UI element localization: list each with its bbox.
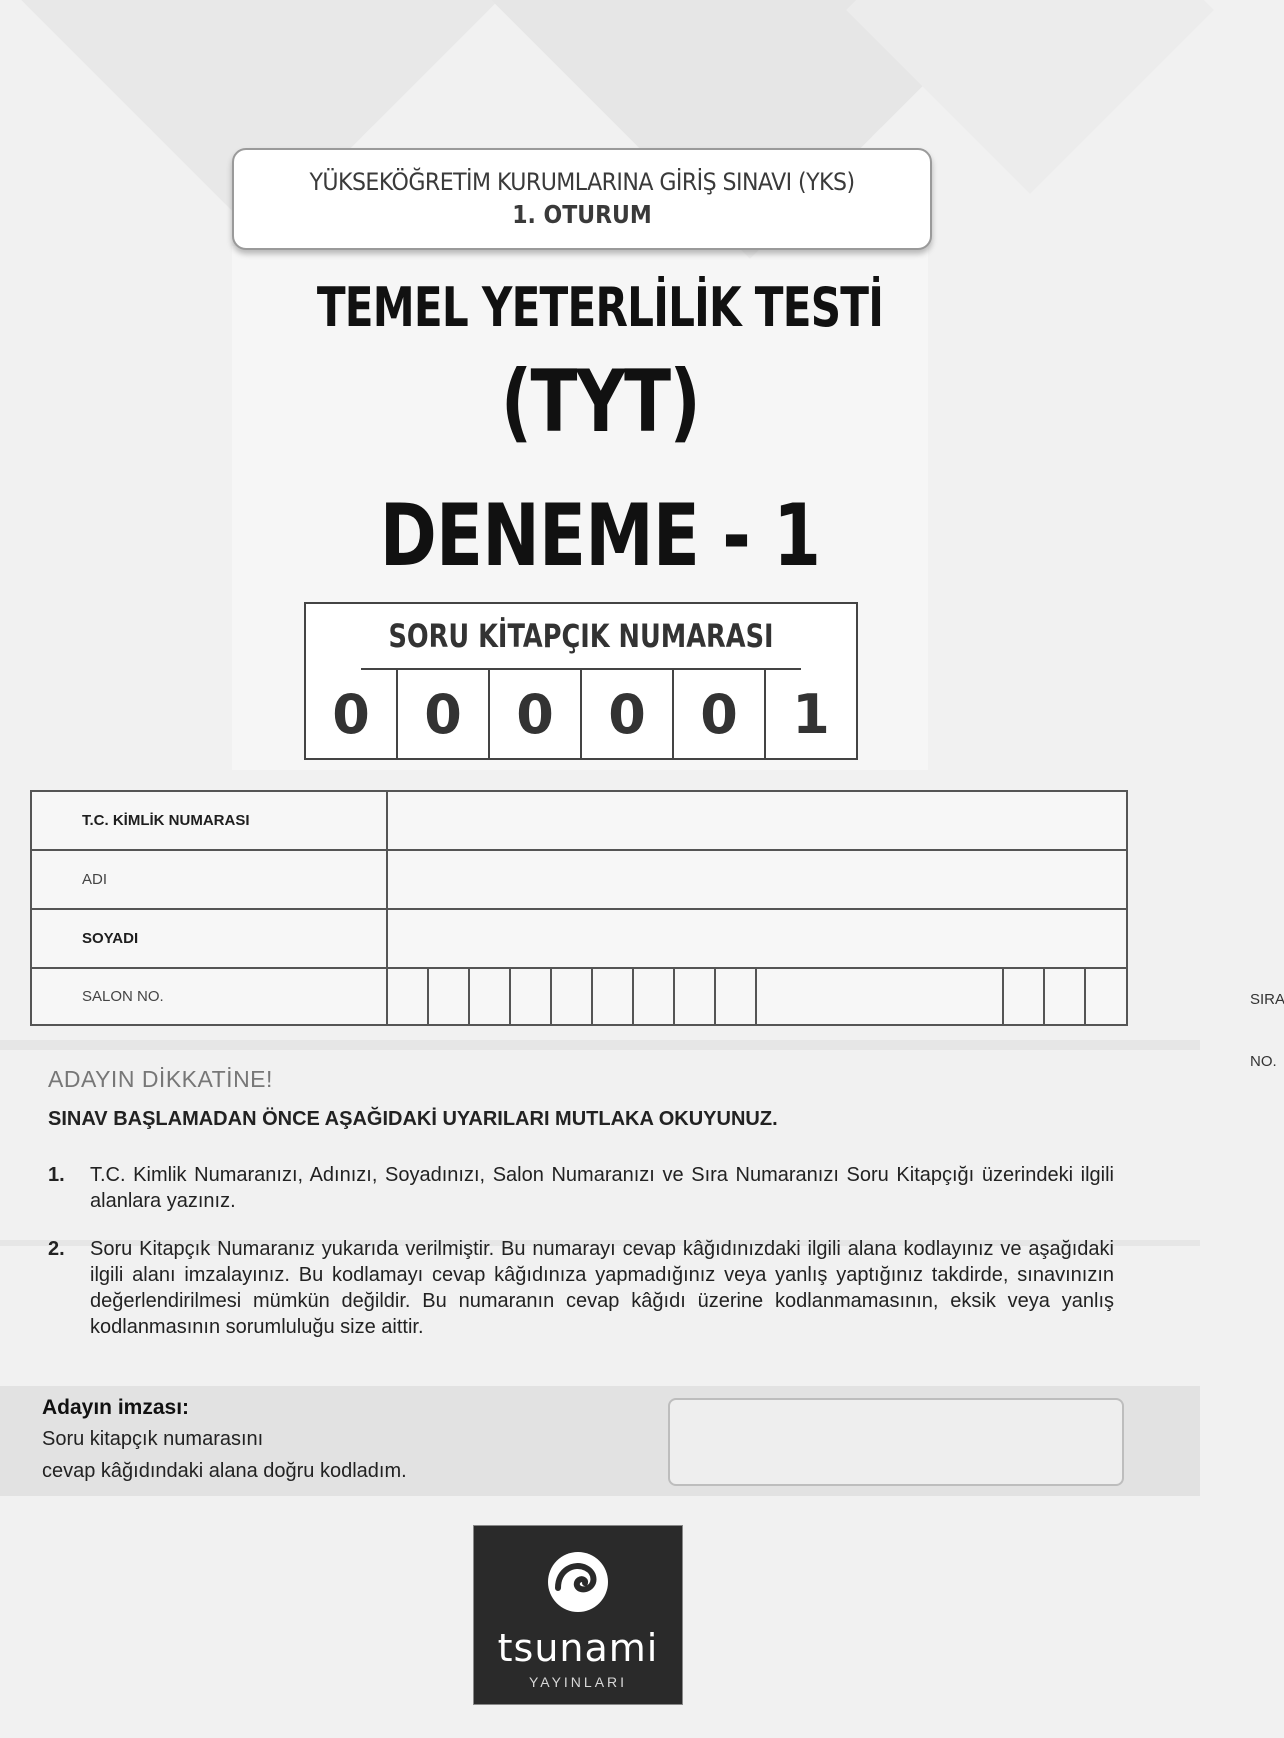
booklet-digit: 0 bbox=[490, 670, 582, 760]
tc-id-row bbox=[32, 792, 1126, 851]
surname-row bbox=[32, 910, 1126, 969]
test-abbreviation: (TYT) bbox=[500, 352, 700, 452]
booklet-digit: 1 bbox=[792, 683, 830, 746]
publisher-name: tsunami bbox=[497, 1626, 659, 1670]
sira-number-cell[interactable] bbox=[1045, 969, 1086, 1024]
session-label: 1. OTURUM bbox=[512, 200, 652, 229]
booklet-number-box bbox=[304, 602, 858, 760]
surname-label: SOYADI bbox=[32, 910, 388, 967]
exam-header bbox=[232, 148, 932, 250]
salon-number-cell[interactable] bbox=[429, 969, 470, 1024]
publisher-logo bbox=[474, 1526, 682, 1704]
booklet-digits bbox=[306, 670, 856, 760]
warning-heading: SINAV BAŞLAMADAN ÖNCE AŞAĞIDAKİ UYARILARI MUTLAKA OKUYUNUZ. bbox=[48, 1108, 778, 1130]
tsunami-wave-icon bbox=[544, 1548, 612, 1616]
instruction-item bbox=[48, 1162, 1114, 1214]
sira-number-cell[interactable] bbox=[1086, 969, 1127, 1024]
instruction-text: T.C. Kimlik Numaranızı, Adınızı, Soyadınızı, Salon Numaranızı ve Sıra Numaranızı Soru Kitapçığı üzerindeki ilgili alanlara yazınız. bbox=[90, 1164, 1114, 1212]
booklet-digit: 0 bbox=[398, 670, 490, 760]
instruction-item bbox=[48, 1236, 1114, 1340]
name-row bbox=[32, 851, 1126, 910]
salon-number-cell[interactable] bbox=[388, 969, 429, 1024]
sira-number-cells bbox=[1002, 969, 1127, 1024]
salon-number-cell[interactable] bbox=[552, 969, 593, 1024]
attention-heading: ADAYIN DİKKATİNE! bbox=[48, 1066, 273, 1092]
salon-number-cell[interactable] bbox=[470, 969, 511, 1024]
instruction-text: Soru Kitapçık Numaranız yukarıda verilmiştir. Bu numarayı cevap kâğıdınızdaki ilgili alana kodlayınız ve aşağıdaki ilgili alanı imzalayınız. Bu kodlamayı cevap kâğıdınıza yapmadığınız veya yanlış yaptığınız takdirde, sınavınızın değerlendirilmesi mümkün değildir. Bu numaranın cevap kâğıdı üzerine kodlanmamasının, eksik veya yanlış kodlanmasının sorumluluğu size aittir. bbox=[90, 1238, 1114, 1338]
edition-title: DENEME - 1 bbox=[379, 486, 821, 586]
signature-statement-line1: Soru kitapçık numarasını bbox=[42, 1428, 264, 1450]
tc-id-label: T.C. KİMLİK NUMARASI bbox=[32, 792, 388, 849]
candidate-info-table bbox=[30, 790, 1284, 1070]
name-label: ADI bbox=[32, 851, 388, 908]
booklet-digit: 0 bbox=[306, 670, 398, 760]
signature-box[interactable] bbox=[668, 1398, 1124, 1486]
test-title: TEMEL YETERLİLİK TESTİ bbox=[316, 276, 884, 339]
instruction-number: 2. bbox=[48, 1238, 65, 1260]
signature-title: Adayın imzası: bbox=[42, 1396, 190, 1419]
salon-number-cell[interactable] bbox=[716, 969, 757, 1024]
salon-number-cell[interactable] bbox=[511, 969, 552, 1024]
name-field[interactable] bbox=[388, 851, 1126, 908]
surname-field[interactable] bbox=[388, 910, 1126, 967]
salon-number-cell[interactable] bbox=[634, 969, 675, 1024]
salon-sira-row bbox=[32, 969, 1284, 1070]
salon-sira-field bbox=[388, 969, 1284, 1070]
salon-number-cells bbox=[388, 969, 757, 1024]
tc-id-field[interactable] bbox=[388, 792, 1126, 849]
booklet-digit: 0 bbox=[582, 670, 674, 760]
sira-number-cell[interactable] bbox=[1004, 969, 1045, 1024]
salon-number-cell[interactable] bbox=[593, 969, 634, 1024]
booklet-number-label: SORU KİTAPÇIK NUMARASI bbox=[361, 604, 801, 670]
signature-statement-line2: cevap kâğıdındaki alana doğru kodladım. bbox=[42, 1460, 407, 1482]
booklet-digit: 0 bbox=[674, 670, 766, 760]
instruction-number: 1. bbox=[48, 1164, 65, 1186]
publisher-subtitle: YAYINLARI bbox=[528, 1674, 628, 1690]
exam-name: YÜKSEKÖĞRETİM KURUMLARINA GİRİŞ SINAVI (YKS) bbox=[309, 168, 855, 196]
background-stripe bbox=[0, 1040, 1200, 1050]
salon-number-cell[interactable] bbox=[675, 969, 716, 1024]
sira-label: SIRA NO. bbox=[1250, 991, 1284, 1070]
salon-label: SALON NO. bbox=[32, 969, 388, 1024]
